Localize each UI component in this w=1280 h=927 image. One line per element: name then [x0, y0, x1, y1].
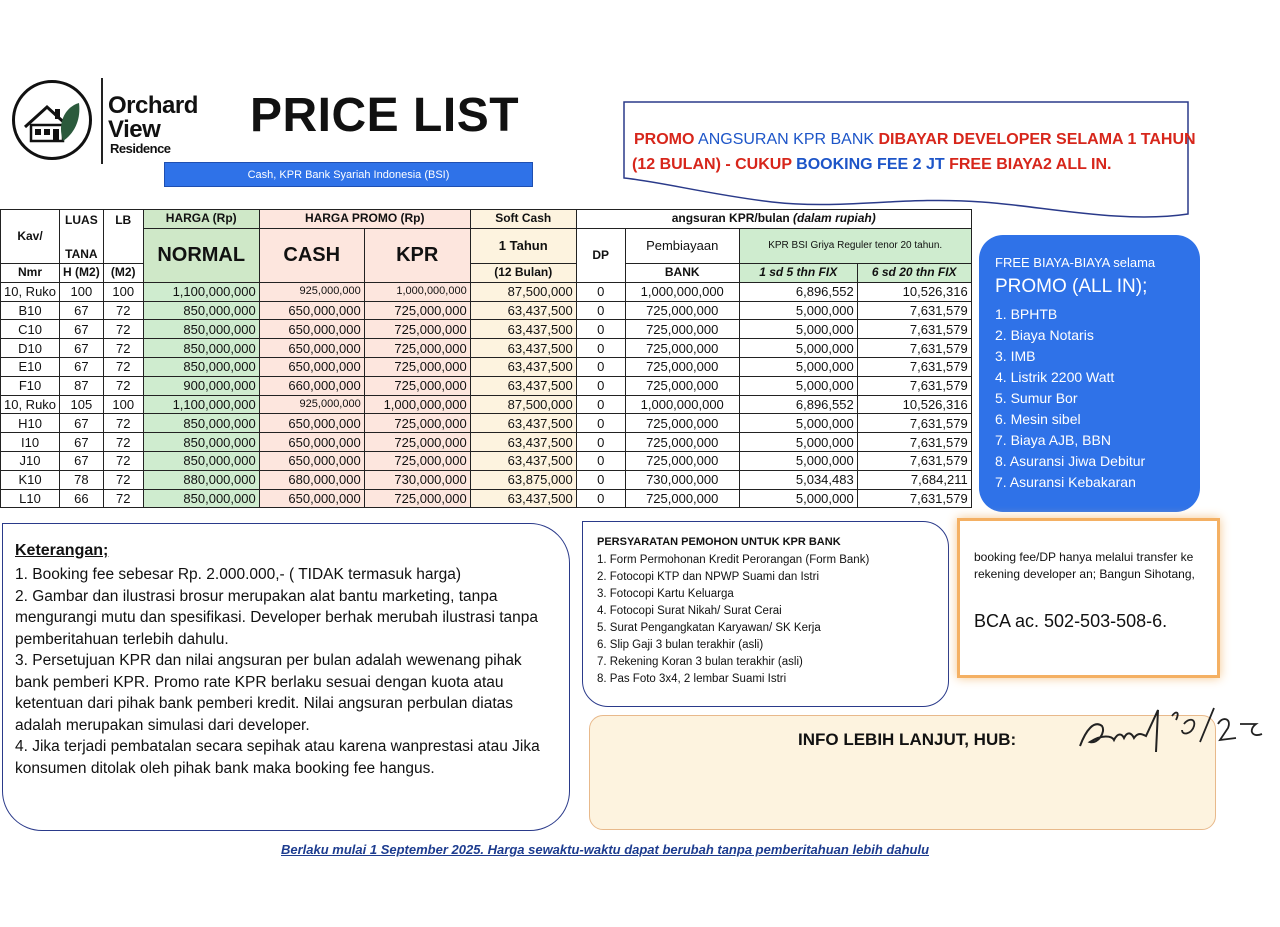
row-kav: F10	[1, 376, 60, 395]
row-fix-1-5: 5,000,000	[739, 320, 857, 339]
row-fix-1-5: 5,000,000	[739, 301, 857, 320]
row-soft-cash: 63,437,500	[470, 489, 576, 508]
table-row	[1, 414, 972, 433]
header-angsuran: angsuran KPR/bulan (dalam rupiah)	[576, 210, 971, 229]
free-cost-item: 7. Asuransi Kebakaran	[995, 474, 1136, 490]
promo-line-1	[634, 131, 1196, 149]
row-cash: 650,000,000	[259, 489, 364, 508]
row-kpr: 725,000,000	[364, 376, 470, 395]
table-row	[1, 451, 972, 470]
row-fix-6-20: 7,631,579	[857, 414, 971, 433]
free-cost-item: 2. Biaya Notaris	[995, 327, 1094, 343]
note-item: 2. Gambar dan ilustrasi brosur merupakan alat bantu marketing, tanpa mengurangi mutu dan spesifikasi. Developer berhak merubah ilustrasi tanpa pemberitahuan terlebih dahulu.	[15, 587, 538, 648]
row-kpr: 730,000,000	[364, 470, 470, 489]
row-fix-6-20: 7,631,579	[857, 451, 971, 470]
row-soft-cash: 63,437,500	[470, 339, 576, 358]
row-cash: 650,000,000	[259, 433, 364, 452]
house-logo-icon	[15, 83, 89, 157]
row-kpr: 725,000,000	[364, 433, 470, 452]
row-dp: 0	[576, 320, 625, 339]
row-soft-cash: 63,437,500	[470, 451, 576, 470]
row-fix-6-20: 7,684,211	[857, 470, 971, 489]
header-nmr: Nmr	[1, 264, 60, 283]
header-1-tahun: 1 Tahun	[470, 228, 576, 263]
row-kpr: 725,000,000	[364, 357, 470, 376]
row-fix-1-5: 5,034,483	[739, 470, 857, 489]
row-kav: I10	[1, 433, 60, 452]
requirements-box	[582, 521, 949, 707]
promo-line-2	[632, 156, 1112, 174]
row-kpr: 725,000,000	[364, 489, 470, 508]
header-lb: LB	[103, 210, 143, 264]
row-fix-1-5: 5,000,000	[739, 357, 857, 376]
row-bank: 1,000,000,000	[625, 395, 739, 414]
row-fix-6-20: 7,631,579	[857, 376, 971, 395]
logo-divider	[101, 78, 103, 164]
free-cost-item: 8. Asuransi Jiwa Debitur	[995, 453, 1146, 469]
requirement-item: 6. Slip Gaji 3 bulan terakhir (asli)	[597, 639, 764, 651]
row-cash: 650,000,000	[259, 301, 364, 320]
requirements-list	[597, 552, 934, 688]
row-fix-6-20: 7,631,579	[857, 489, 971, 508]
header-normal: NORMAL	[143, 228, 259, 282]
row-fix-1-5: 5,000,000	[739, 376, 857, 395]
promo-kpr-text: ANGSURAN KPR BANK	[694, 131, 879, 148]
row-fix-6-20: 7,631,579	[857, 357, 971, 376]
row-kav: H10	[1, 414, 60, 433]
requirement-item: 5. Surat Pengangkatan Karyawan/ SK Kerja	[597, 622, 821, 634]
notes-list	[15, 564, 557, 779]
row-fix-1-5: 5,000,000	[739, 451, 857, 470]
row-lb: 100	[103, 282, 143, 301]
row-kav: D10	[1, 339, 60, 358]
free-cost-item: 5. Sumur Bor	[995, 390, 1078, 406]
requirement-item: 7. Rekening Koran 3 bulan terakhir (asli)	[597, 656, 803, 668]
header-pembiayaan: Pembiayaan	[625, 228, 739, 263]
free-cost-item: 3. IMB	[995, 348, 1036, 364]
header-cash: CASH	[259, 228, 364, 282]
table-row	[1, 357, 972, 376]
table-row	[1, 282, 972, 301]
row-cash: 925,000,000	[259, 395, 364, 414]
row-kav: E10	[1, 357, 60, 376]
validity-footer: Berlaku mulai 1 September 2025. Harga sewaktu-waktu dapat berubah tanpa pemberitahuan lebih dahulu	[281, 842, 930, 857]
requirements-title: PERSYARATAN PEMOHON UNTUK KPR BANK	[597, 536, 841, 548]
booking-fee-text: booking fee/DP hanya melalui transfer ke rekening developer an; Bangun Sihotang,	[974, 550, 1195, 581]
row-kav: B10	[1, 301, 60, 320]
header-soft-cash: Soft Cash	[470, 210, 576, 229]
row-fix-6-20: 7,631,579	[857, 433, 971, 452]
row-luas: 67	[60, 414, 104, 433]
header-harga: HARGA (Rp)	[143, 210, 259, 229]
row-soft-cash: 87,500,000	[470, 395, 576, 414]
requirement-item: 8. Pas Foto 3x4, 2 lembar Suami Istri	[597, 673, 787, 685]
row-lb: 72	[103, 489, 143, 508]
row-bank: 725,000,000	[625, 339, 739, 358]
promo-12-bulan: (12 BULAN) - CUKUP	[632, 156, 792, 173]
free-cost-item: 1. BPHTB	[995, 306, 1058, 322]
row-normal: 880,000,000	[143, 470, 259, 489]
table-row	[1, 320, 972, 339]
notes-title: Keterangan;	[15, 542, 109, 559]
row-kav: 10, Ruko	[1, 395, 60, 414]
row-normal: 850,000,000	[143, 301, 259, 320]
row-cash: 660,000,000	[259, 376, 364, 395]
row-luas: 87	[60, 376, 104, 395]
row-normal: 850,000,000	[143, 451, 259, 470]
table-row	[1, 470, 972, 489]
row-lb: 72	[103, 320, 143, 339]
row-dp: 0	[576, 282, 625, 301]
row-kpr: 725,000,000	[364, 339, 470, 358]
row-soft-cash: 63,875,000	[470, 470, 576, 489]
row-kav: 10, Ruko	[1, 282, 60, 301]
row-kpr: 725,000,000	[364, 320, 470, 339]
row-dp: 0	[576, 376, 625, 395]
free-cost-item: 7. Biaya AJB, BBN	[995, 432, 1111, 448]
header-h-m2: H (M2)	[60, 264, 104, 283]
row-normal: 900,000,000	[143, 376, 259, 395]
row-lb: 72	[103, 470, 143, 489]
row-kpr: 1,000,000,000	[364, 395, 470, 414]
row-lb: 100	[103, 395, 143, 414]
promo-free-biaya: FREE BIAYA2 ALL IN.	[949, 156, 1112, 173]
row-soft-cash: 63,437,500	[470, 357, 576, 376]
row-normal: 850,000,000	[143, 414, 259, 433]
row-bank: 725,000,000	[625, 451, 739, 470]
payment-methods-bar: Cash, KPR Bank Syariah Indonesia (BSI)	[164, 162, 533, 187]
row-fix-6-20: 7,631,579	[857, 320, 971, 339]
row-normal: 850,000,000	[143, 489, 259, 508]
row-fix-1-5: 6,896,552	[739, 395, 857, 414]
row-kpr: 725,000,000	[364, 301, 470, 320]
row-fix-1-5: 5,000,000	[739, 339, 857, 358]
requirement-item: 2. Fotocopi KTP dan NPWP Suami dan Istri	[597, 571, 820, 583]
header-luas: LUAS TANA	[60, 210, 104, 264]
row-cash: 650,000,000	[259, 414, 364, 433]
row-luas: 100	[60, 282, 104, 301]
free-cost-item: 4. Listrik 2200 Watt	[995, 369, 1115, 385]
free-costs-promo: PROMO (ALL IN);	[995, 276, 1148, 297]
row-dp: 0	[576, 357, 625, 376]
promo-word: PROMO	[634, 131, 695, 148]
row-luas: 67	[60, 301, 104, 320]
row-luas: 66	[60, 489, 104, 508]
promo-developer-text: DIBAYAR DEVELOPER SELAMA 1 TAHUN	[878, 131, 1196, 148]
row-lb: 72	[103, 301, 143, 320]
row-luas: 67	[60, 433, 104, 452]
brand-name-line2: View	[108, 116, 161, 143]
header-lb-m2: (M2)	[103, 264, 143, 283]
row-fix-1-5: 5,000,000	[739, 489, 857, 508]
row-dp: 0	[576, 339, 625, 358]
row-lb: 72	[103, 433, 143, 452]
row-luas: 78	[60, 470, 104, 489]
table-row	[1, 395, 972, 414]
row-dp: 0	[576, 489, 625, 508]
note-item: 3. Persetujuan KPR dan nilai angsuran per bulan adalah wewenang pihak bank pemberi KPR. Promo rate KPR berlaku sesuai dengan kuota atau ketentuan dari pihak bank pemberi kredit. Nilai angsuran perbulan diatas adalah merupakan simulasi dari developer.	[15, 652, 522, 734]
row-dp: 0	[576, 395, 625, 414]
header-kav: Kav/	[1, 210, 60, 264]
promo-booking-fee: BOOKING FEE 2 JT	[791, 156, 950, 173]
header-dp: DP	[576, 228, 625, 282]
row-bank: 730,000,000	[625, 470, 739, 489]
booking-fee-box	[957, 518, 1220, 678]
row-soft-cash: 87,500,000	[470, 282, 576, 301]
row-kpr: 725,000,000	[364, 414, 470, 433]
row-normal: 850,000,000	[143, 339, 259, 358]
note-item: 4. Jika terjadi pembatalan secara sepihak atau karena wanprestasi atau Jika konsumen ditolak oleh pihak bank maka booking fee hangus.	[15, 738, 540, 777]
row-bank: 725,000,000	[625, 414, 739, 433]
notes-box	[2, 523, 570, 831]
row-lb: 72	[103, 414, 143, 433]
free-costs-title: FREE BIAYA-BIAYA selama	[995, 255, 1156, 270]
row-fix-1-5: 5,000,000	[739, 433, 857, 452]
page-title: PRICE LIST	[250, 89, 520, 142]
row-bank: 725,000,000	[625, 489, 739, 508]
row-dp: 0	[576, 433, 625, 452]
row-kpr: 1,000,000,000	[364, 282, 470, 301]
row-normal: 850,000,000	[143, 320, 259, 339]
row-soft-cash: 63,437,500	[470, 301, 576, 320]
row-soft-cash: 63,437,500	[470, 320, 576, 339]
row-kav: C10	[1, 320, 60, 339]
free-costs-list	[995, 304, 1184, 493]
row-fix-6-20: 7,631,579	[857, 301, 971, 320]
row-cash: 650,000,000	[259, 451, 364, 470]
brand-name-line3: Residence	[110, 141, 171, 156]
row-cash: 925,000,000	[259, 282, 364, 301]
row-lb: 72	[103, 376, 143, 395]
row-cash: 680,000,000	[259, 470, 364, 489]
table-row	[1, 433, 972, 452]
requirement-item: 3. Fotocopi Kartu Keluarga	[597, 588, 734, 600]
table-row	[1, 339, 972, 358]
table-row	[1, 376, 972, 395]
free-costs-panel	[979, 235, 1200, 512]
header-kpr: KPR	[364, 228, 470, 282]
row-normal: 1,100,000,000	[143, 395, 259, 414]
requirement-item: 4. Fotocopi Surat Nikah/ Surat Cerai	[597, 605, 782, 617]
row-fix-6-20: 7,631,579	[857, 339, 971, 358]
row-fix-6-20: 10,526,316	[857, 282, 971, 301]
table-row	[1, 489, 972, 508]
row-kav: K10	[1, 470, 60, 489]
table-row	[1, 301, 972, 320]
handwritten-signature	[1072, 690, 1280, 760]
row-dp: 0	[576, 414, 625, 433]
row-soft-cash: 63,437,500	[470, 376, 576, 395]
row-lb: 72	[103, 357, 143, 376]
row-fix-1-5: 5,000,000	[739, 414, 857, 433]
row-bank: 725,000,000	[625, 433, 739, 452]
header-12-bulan: (12 Bulan)	[470, 264, 576, 283]
row-cash: 650,000,000	[259, 320, 364, 339]
price-table	[0, 209, 972, 508]
row-dp: 0	[576, 301, 625, 320]
header-bank: BANK	[625, 264, 739, 283]
row-bank: 725,000,000	[625, 376, 739, 395]
row-luas: 67	[60, 451, 104, 470]
row-normal: 850,000,000	[143, 433, 259, 452]
free-cost-item: 6. Mesin sibel	[995, 411, 1081, 427]
price-table-body	[1, 282, 972, 508]
header-harga-promo: HARGA PROMO (Rp)	[259, 210, 470, 229]
row-luas: 105	[60, 395, 104, 414]
row-kav: J10	[1, 451, 60, 470]
row-soft-cash: 63,437,500	[470, 433, 576, 452]
row-dp: 0	[576, 451, 625, 470]
contact-info-title: INFO LEBIH LANJUT, HUB:	[798, 730, 1017, 749]
row-normal: 1,100,000,000	[143, 282, 259, 301]
row-luas: 67	[60, 339, 104, 358]
header-fix-6-20: 6 sd 20 thn FIX	[857, 264, 971, 283]
row-normal: 850,000,000	[143, 357, 259, 376]
requirement-item: 1. Form Permohonan Kredit Perorangan (Form Bank)	[597, 554, 870, 566]
row-kav: L10	[1, 489, 60, 508]
bank-account-number: BCA ac. 502-503-508-6.	[974, 611, 1168, 631]
header-kpr-bsi: KPR BSI Griya Reguler tenor 20 tahun.	[739, 228, 971, 263]
row-cash: 650,000,000	[259, 339, 364, 358]
row-dp: 0	[576, 470, 625, 489]
row-lb: 72	[103, 339, 143, 358]
row-kpr: 725,000,000	[364, 451, 470, 470]
row-soft-cash: 63,437,500	[470, 414, 576, 433]
note-item: 1. Booking fee sebesar Rp. 2.000.000,- ( TIDAK termasuk harga)	[15, 566, 462, 583]
row-bank: 725,000,000	[625, 357, 739, 376]
row-bank: 725,000,000	[625, 301, 739, 320]
row-bank: 725,000,000	[625, 320, 739, 339]
logo-emblem	[12, 80, 92, 160]
row-luas: 67	[60, 320, 104, 339]
header-fix-1-5: 1 sd 5 thn FIX	[739, 264, 857, 283]
row-cash: 650,000,000	[259, 357, 364, 376]
row-lb: 72	[103, 451, 143, 470]
row-fix-6-20: 10,526,316	[857, 395, 971, 414]
row-bank: 1,000,000,000	[625, 282, 739, 301]
row-fix-1-5: 6,896,552	[739, 282, 857, 301]
brand-name-line1: Orchard	[108, 92, 198, 119]
row-luas: 67	[60, 357, 104, 376]
